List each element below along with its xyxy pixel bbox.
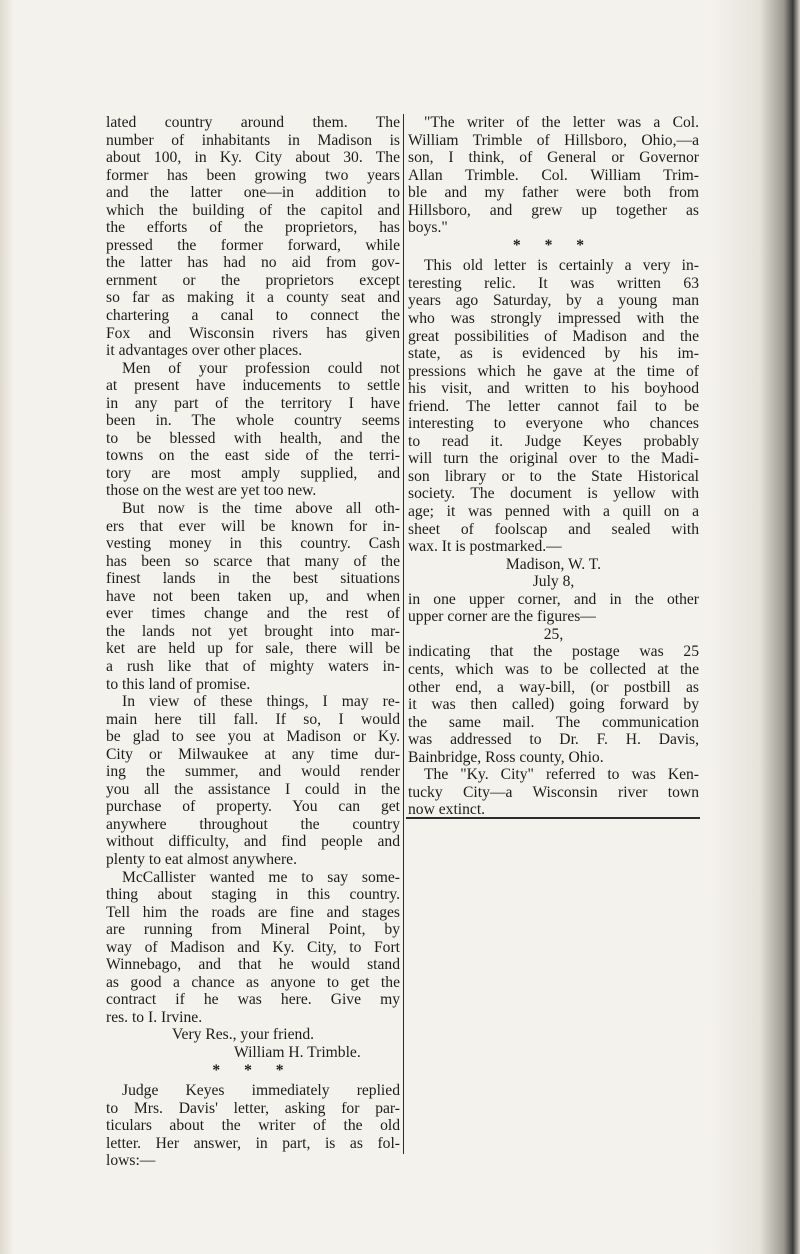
text-line: towns on the east side of the terri- <box>106 447 400 465</box>
text-line: who was strongly impressed with the <box>408 310 699 328</box>
text-line: has been so scarce that many of the <box>106 552 400 570</box>
text-line: to Mrs. Davis' letter, asking for par- <box>106 1099 400 1117</box>
text-line: ernment or the proprietors except <box>106 271 400 289</box>
text-line: pressions which he gave at the time of <box>408 362 699 380</box>
text-line: are running from Mineral Point, by <box>106 921 400 939</box>
text-line: ble and my father were both from <box>408 184 699 202</box>
text-line: to be blessed with health, and the <box>106 429 400 447</box>
text-line: interesting to everyone who chances <box>408 415 699 433</box>
postage-figure: 25, <box>543 625 564 643</box>
text-line: so far as making it a county seat and <box>106 289 400 307</box>
text-line: society. The document is yellow with <box>408 485 699 503</box>
text-line: ers that ever will be known for in- <box>106 517 400 535</box>
section-break-stars: * * * <box>512 236 595 254</box>
text-line: William Trimble of Hillsboro, Ohio,—a <box>408 131 699 149</box>
postmark-place: Madison, W. T. <box>505 555 602 573</box>
text-line: indicating that the postage was 25 <box>408 643 699 661</box>
text-line: lows:— <box>106 1152 156 1170</box>
text-line: In view of these things, I may re- <box>122 693 400 711</box>
text-line: have not been taken up, and when <box>106 587 400 605</box>
letter-closing: Very Res., your friend. <box>172 1026 315 1044</box>
left-column <box>106 114 400 1170</box>
text-line: state, as is evidenced by his im- <box>408 345 699 363</box>
text-line: res. to I. Irvine. <box>106 1008 203 1026</box>
text-line: McCallister wanted me to say some- <box>122 868 400 886</box>
text-line: the latter has had no aid from gov- <box>106 254 400 272</box>
text-line: ticulars about the writer of the old <box>106 1117 400 1135</box>
text-line: vesting money in this country. Cash <box>106 535 400 553</box>
text-line: ever times change and the rest of <box>106 605 400 623</box>
text-line: it was then called) going forward by <box>408 696 699 714</box>
text-line: tory are most amply supplied, and <box>106 464 400 482</box>
text-line: be glad to see you at Madison or Ky. <box>106 728 400 746</box>
page-edge-left <box>0 0 14 1254</box>
text-line: at present have inducements to settle <box>106 377 400 395</box>
text-line: contract if he was here. Give my <box>106 991 400 1009</box>
text-line: Men of your profession could not <box>122 359 400 377</box>
text-line: years ago Saturday, by a young man <box>408 292 699 310</box>
text-line: the efforts of the proprietors, has <box>106 219 400 237</box>
text-line: main here till fall. If so, I would <box>106 710 400 728</box>
text-line: chartering a canal to connect the <box>106 307 400 325</box>
text-line: Allan Trimble. Col. William Trim- <box>408 166 699 184</box>
text-line: in one upper corner, and in the other <box>408 590 699 608</box>
text-line: sheet of foolscap and sealed with <box>408 520 699 538</box>
text-line: Winnebago, and that he would stand <box>106 956 400 974</box>
text-line: Tell him the roads are fine and stages <box>106 903 400 921</box>
text-line: will turn the original over to the Madi- <box>408 450 699 468</box>
text-line: thing about staging in this country. <box>106 886 400 904</box>
text-line: The "Ky. City" referred to was Ken- <box>424 766 699 784</box>
text-line: This old letter is certainly a very in- <box>424 257 699 275</box>
text-line: the lands not yet brought into mar- <box>106 622 400 640</box>
text-line: you all the assistance I could in the <box>106 780 400 798</box>
text-line: Judge Keyes immediately replied <box>122 1082 400 1100</box>
text-line: friend. The letter cannot fail to be <box>408 397 699 415</box>
right-column <box>408 114 699 819</box>
text-line: Hillsboro, and grew up together as <box>408 201 699 219</box>
text-line: been in. The whole country seems <box>106 412 400 430</box>
text-line: wax. It is postmarked.— <box>408 538 562 556</box>
text-line: ket are held up for sale, there will be <box>106 640 400 658</box>
text-line: teresting relic. It was written 63 <box>408 274 699 292</box>
letter-signature: William H. Trimble. <box>234 1043 361 1061</box>
text-line: cents, which was to be collected at the <box>408 660 699 678</box>
text-line: great possibilities of Madison and the <box>408 327 699 345</box>
text-line: to read it. Judge Keyes probably <box>408 432 699 450</box>
text-line: as good a chance as anyone to get the <box>106 973 400 991</box>
text-line: way of Madison and Ky. City, to Fort <box>106 938 400 956</box>
text-line: about 100, in Ky. City about 30. The <box>106 149 400 167</box>
text-line: his visit, and written to his boyhood <box>408 380 699 398</box>
text-line: now extinct. <box>408 801 486 819</box>
text-line: other end, a way-bill, (or postbill as <box>408 678 699 696</box>
text-line: finest lands in the best situations <box>106 570 400 588</box>
text-line: the same mail. The communication <box>408 713 699 731</box>
text-line: purchase of property. You can get <box>106 798 400 816</box>
text-line: ing the summer, and would render <box>106 763 400 781</box>
text-line: tucky City—a Wisconsin river town <box>408 783 699 801</box>
text-line: it advantages over other places. <box>106 342 303 360</box>
postmark-date: July 8, <box>532 573 575 591</box>
text-line: lated country around them. The <box>106 114 400 131</box>
text-line: without difficulty, and find people and <box>106 833 400 851</box>
text-line: son, I think, of General or Governor <box>408 149 699 167</box>
text-line: pressed the former forward, while <box>106 236 400 254</box>
text-line: former has been growing two years <box>106 166 400 184</box>
section-break-stars: * * * <box>212 1061 294 1079</box>
text-line: City or Milwaukee at any time dur- <box>106 745 400 763</box>
text-line: letter. Her answer, in part, is as fol- <box>106 1134 400 1152</box>
text-line: to this land of promise. <box>106 675 251 693</box>
text-line: was addressed to Dr. F. H. Davis, <box>408 731 699 749</box>
text-line: Bainbridge, Ross county, Ohio. <box>408 748 604 766</box>
page-edge-right <box>710 0 800 1254</box>
text-line: son library or to the State Historical <box>408 467 699 485</box>
text-line: age; it was penned with a quill on a <box>408 503 699 521</box>
text-line: and the latter one—in addition to <box>106 184 400 202</box>
text-line: anywhere throughout the country <box>106 815 400 833</box>
text-line: number of inhabitants in Madison is <box>106 131 400 149</box>
text-line: which the building of the capitol and <box>106 201 400 219</box>
text-line: "The writer of the letter was a Col. <box>424 114 699 131</box>
column-rule <box>403 114 404 1154</box>
text-line: upper corner are the figures— <box>408 608 596 626</box>
text-line: boys." <box>408 219 448 237</box>
text-line: in any part of the territory I have <box>106 394 400 412</box>
text-line: Fox and Wisconsin rivers has given <box>106 324 400 342</box>
text-line: those on the west are yet too new. <box>106 482 317 500</box>
text-line: But now is the time above all oth- <box>122 500 400 518</box>
text-line: plenty to eat almost anywhere. <box>106 850 297 868</box>
text-line: a rush like that of mighty waters in- <box>106 657 400 675</box>
